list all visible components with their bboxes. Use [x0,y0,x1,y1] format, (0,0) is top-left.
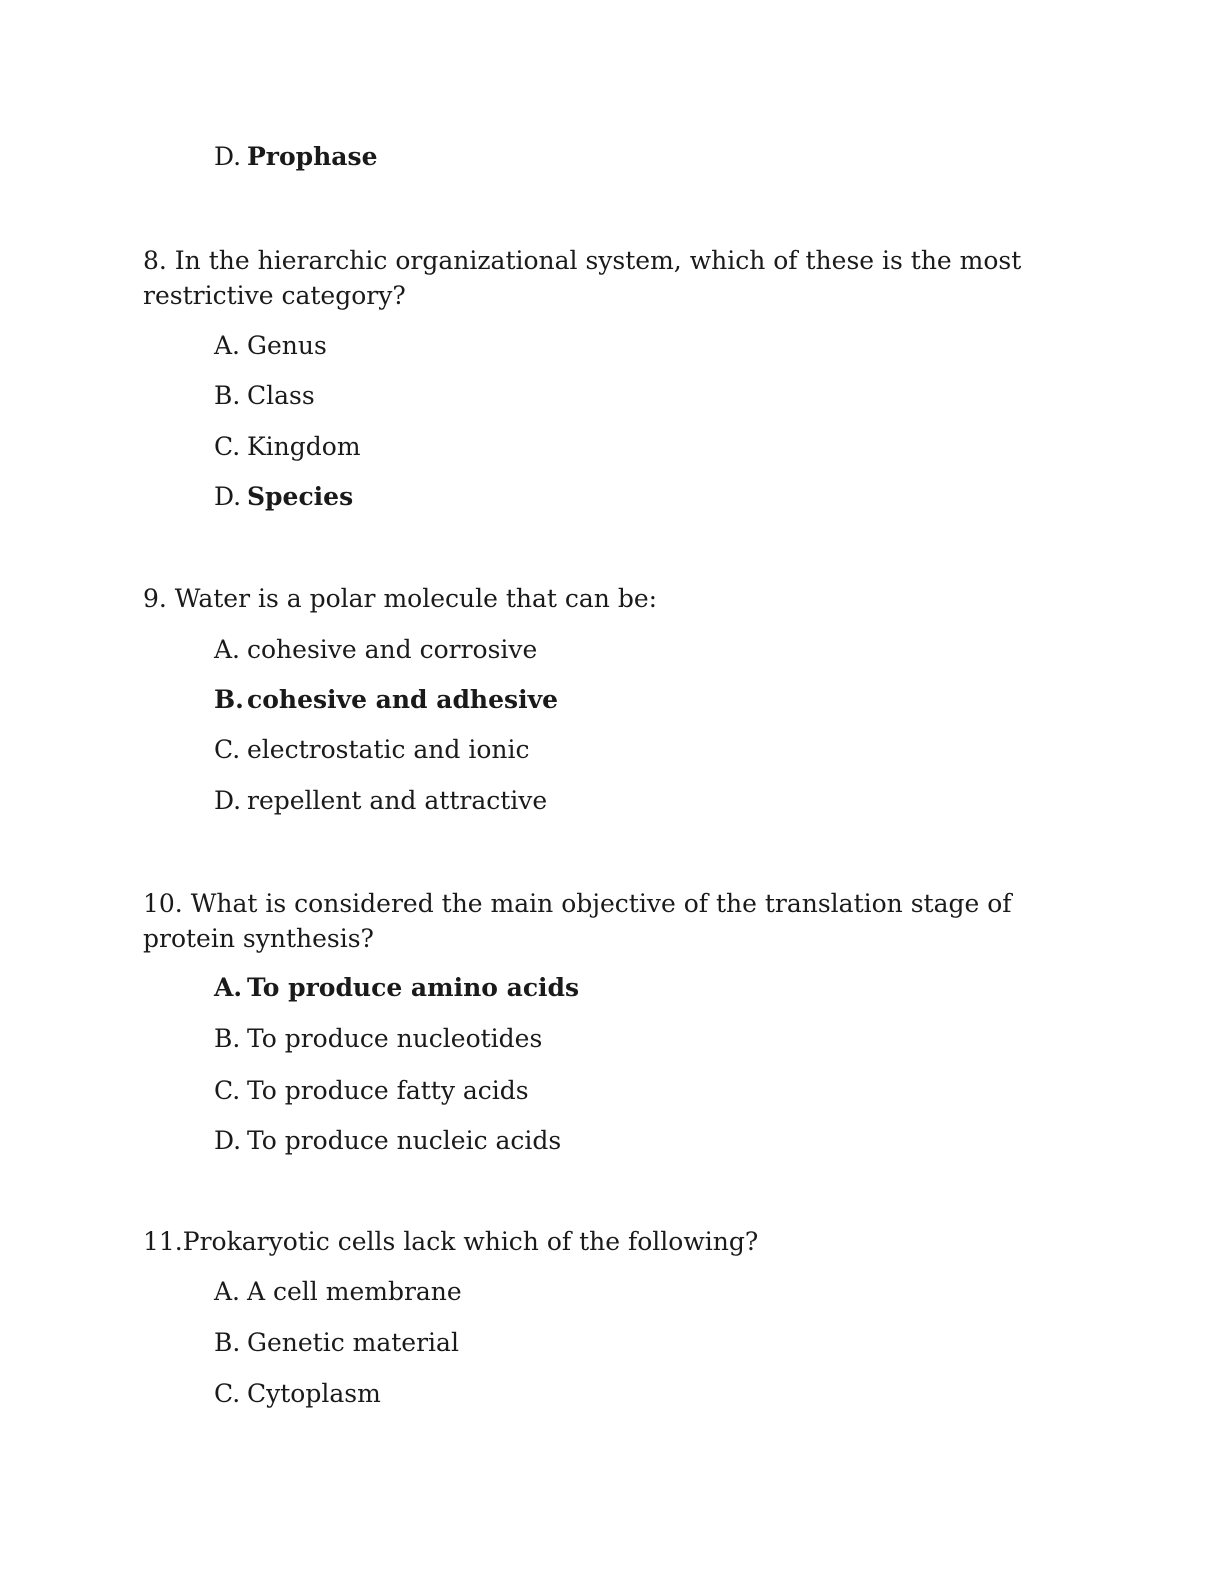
option-letter: A. [214,331,241,360]
option-text: Kingdom [247,432,361,461]
option-text-correct: Species [247,482,354,511]
option-text-correct: To produce amino acids [247,973,580,1002]
q7-option-d [214,140,377,174]
q8-option-d [214,480,353,514]
option-letter: B. [214,1024,241,1053]
q8-option-c [214,430,361,464]
q9-option-c [214,733,530,767]
q10-option-c [214,1074,529,1108]
q10-stem-line2: protein synthesis? [143,924,374,953]
option-text: repellent and attractive [247,786,548,815]
option-letter: D. [214,786,242,815]
option-letter: A. [214,1277,241,1306]
option-letter: D. [214,1126,242,1155]
option-letter: A. [214,973,243,1002]
option-letter: C. [214,1076,241,1105]
q11-option-b [214,1326,459,1360]
q10-option-d [214,1124,561,1158]
option-text: Class [247,381,315,410]
q9-option-a [214,633,537,667]
option-letter: B. [214,685,244,714]
q10-option-a [214,971,579,1005]
option-letter: B. [214,381,241,410]
option-text: Genetic material [247,1328,459,1357]
option-letter: C. [214,1379,241,1408]
option-text: Genus [247,331,327,360]
option-letter: A. [214,635,241,664]
option-text-correct: Prophase [247,142,378,171]
option-text: To produce fatty acids [247,1076,529,1105]
q9-stem: 9. Water is a polar molecule that can be: [143,584,658,613]
option-text: Cytoplasm [247,1379,381,1408]
option-letter: C. [214,432,241,461]
q11-stem: 11.Prokaryotic cells lack which of the following? [143,1227,759,1256]
option-letter: C. [214,735,241,764]
option-letter: D. [214,482,242,511]
q8-stem-line2: restrictive category? [143,281,406,310]
option-letter: B. [214,1328,241,1357]
option-text-correct: cohesive and adhesive [247,685,559,714]
option-text: A cell membrane [247,1277,462,1306]
q11-option-a [214,1275,462,1309]
option-text: To produce nucleotides [247,1024,543,1053]
option-text: electrostatic and ionic [247,735,530,764]
q8-option-b [214,379,315,413]
q10-option-b [214,1022,542,1056]
q9-option-b [214,683,558,717]
option-text: To produce nucleic acids [247,1126,562,1155]
q9-option-d [214,784,547,818]
q8-option-a [214,329,327,363]
option-text: cohesive and corrosive [247,635,538,664]
q11-option-c [214,1377,381,1411]
option-letter: D. [214,142,242,171]
q10-stem-line1: 10. What is considered the main objective of the translation stage of [143,889,1012,918]
q8-stem-line1: 8. In the hierarchic organizational system, which of these is the most [143,246,1022,275]
